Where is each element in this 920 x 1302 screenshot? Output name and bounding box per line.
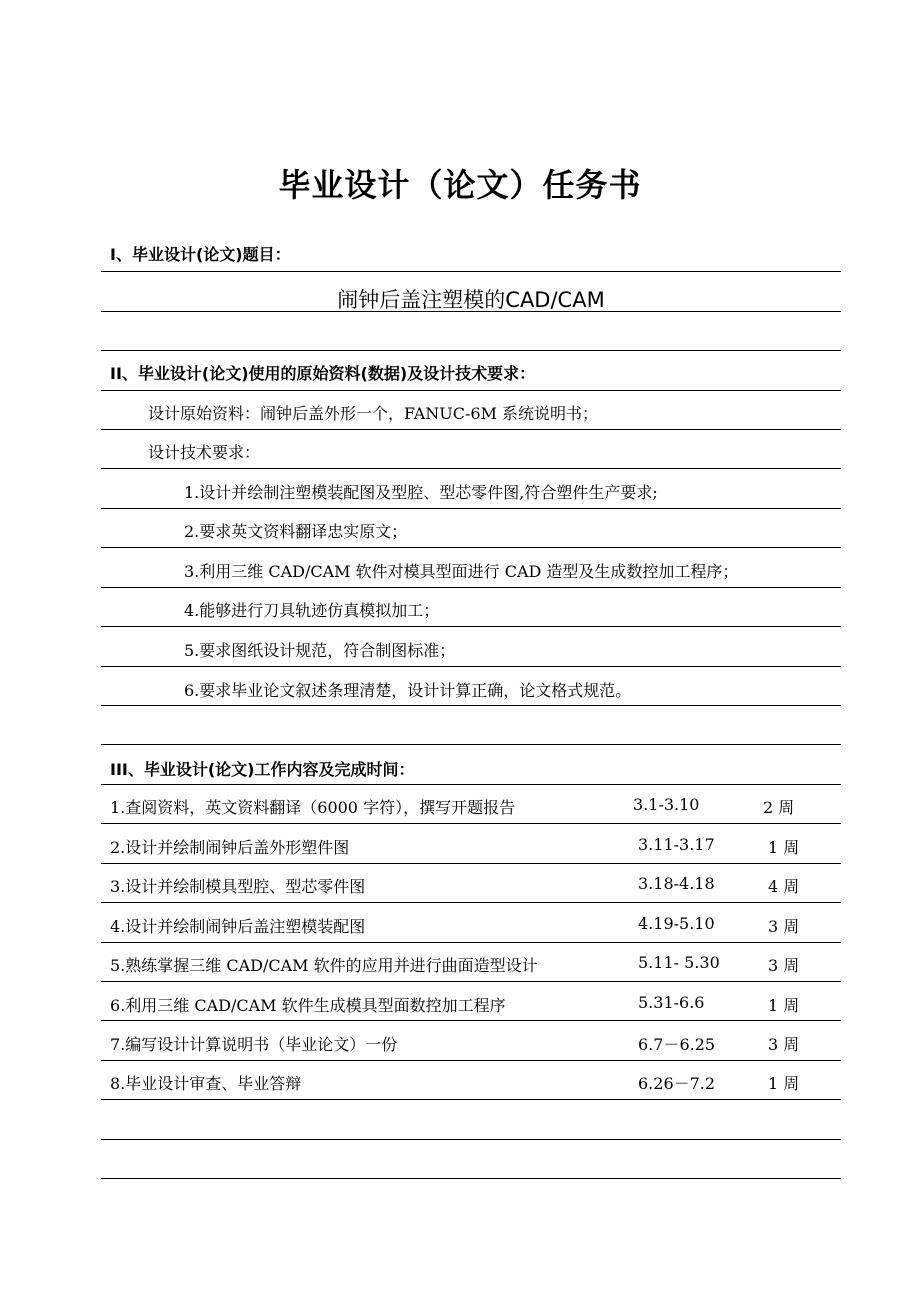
task-duration: 1 周: [768, 996, 800, 1015]
divider: [101, 390, 841, 391]
requirement-item: 5.要求图纸设计规范，符合制图标准；: [184, 641, 456, 660]
divider: [101, 666, 841, 667]
task-date: 6.7－6.25: [638, 1035, 716, 1054]
divider: [101, 942, 841, 943]
divider: [101, 587, 841, 588]
requirement-item: 2.要求英文资料翻译忠实原文；: [184, 522, 408, 541]
divider: [101, 350, 841, 351]
requirement-item: 1.设计并绘制注塑模装配图及型腔、型芯零件图,符合塑件生产要求;: [184, 483, 658, 502]
task-text: 3.设计并绘制模具型腔、型芯零件图: [110, 877, 366, 896]
divider: [101, 468, 841, 469]
task-text: 4.设计并绘制闹钟后盖注塑模装配图: [110, 917, 366, 936]
task-text: 5.熟练掌握三维 CAD/CAM 软件的应用并进行曲面造型设计: [110, 956, 538, 975]
divider: [101, 863, 841, 864]
divider: [101, 1060, 841, 1061]
divider: [101, 429, 841, 430]
divider: [101, 1139, 841, 1140]
divider: [101, 705, 841, 706]
task-duration: 1 周: [768, 838, 800, 857]
task-text: 2.设计并绘制闹钟后盖外形塑件图: [110, 838, 350, 857]
section3-label: III、毕业设计(论文)工作内容及完成时间：: [110, 760, 415, 779]
divider: [101, 744, 841, 745]
task-text: 7.编写设计计算说明书（毕业论文）一份: [110, 1035, 398, 1054]
page-title: 毕业设计（论文）任务书: [278, 166, 642, 204]
task-date: 3.1-3.10: [633, 795, 700, 814]
divider: [101, 1178, 841, 1179]
task-text: 8.毕业设计审查、毕业答辩: [110, 1074, 302, 1093]
divider: [101, 1020, 841, 1021]
task-duration: 4 周: [768, 877, 800, 896]
task-duration: 2 周: [763, 798, 795, 817]
section2-label: II、毕业设计(论文)使用的原始资料(数据)及设计技术要求：: [110, 364, 536, 383]
thesis-title: 闹钟后盖注塑模的CAD/CAM: [337, 288, 605, 312]
requirement-item: 3.利用三维 CAD/CAM 软件对模具型面进行 CAD 造型及生成数控加工程序；: [184, 562, 739, 581]
task-text: 6.利用三维 CAD/CAM 软件生成模具型面数控加工程序: [110, 996, 506, 1015]
divider: [101, 823, 841, 824]
section1-label: I、毕业设计(论文)题目：: [110, 245, 291, 264]
divider: [101, 902, 841, 903]
task-duration: 3 周: [768, 956, 800, 975]
divider: [101, 784, 841, 785]
divider: [101, 508, 841, 509]
task-date: 3.11-3.17: [638, 835, 715, 854]
task-duration: 3 周: [768, 917, 800, 936]
task-duration: 1 周: [768, 1074, 800, 1093]
divider: [101, 271, 841, 272]
divider: [101, 311, 841, 312]
divider: [101, 547, 841, 548]
task-date: 3.18-4.18: [638, 874, 715, 893]
task-date: 4.19-5.10: [638, 914, 715, 933]
divider: [101, 1099, 841, 1100]
task-date: 6.26－7.2: [638, 1074, 716, 1093]
tech-requirements-label: 设计技术要求：: [148, 443, 261, 462]
requirement-item: 4.能够进行刀具轨迹仿真模拟加工；: [184, 601, 440, 620]
task-date: 5.11- 5.30: [638, 953, 720, 972]
source-materials: 设计原始资料：闹钟后盖外形一个，FANUC-6M 系统说明书；: [148, 404, 599, 423]
requirement-item: 6.要求毕业论文叙述条理清楚，设计计算正确，论文格式规范。: [184, 681, 632, 700]
task-text: 1.查阅资料，英文资料翻译（6000 字符），撰写开题报告: [110, 798, 516, 817]
divider: [101, 981, 841, 982]
task-date: 5.31-6.6: [638, 993, 705, 1012]
divider: [101, 626, 841, 627]
task-duration: 3 周: [768, 1035, 800, 1054]
